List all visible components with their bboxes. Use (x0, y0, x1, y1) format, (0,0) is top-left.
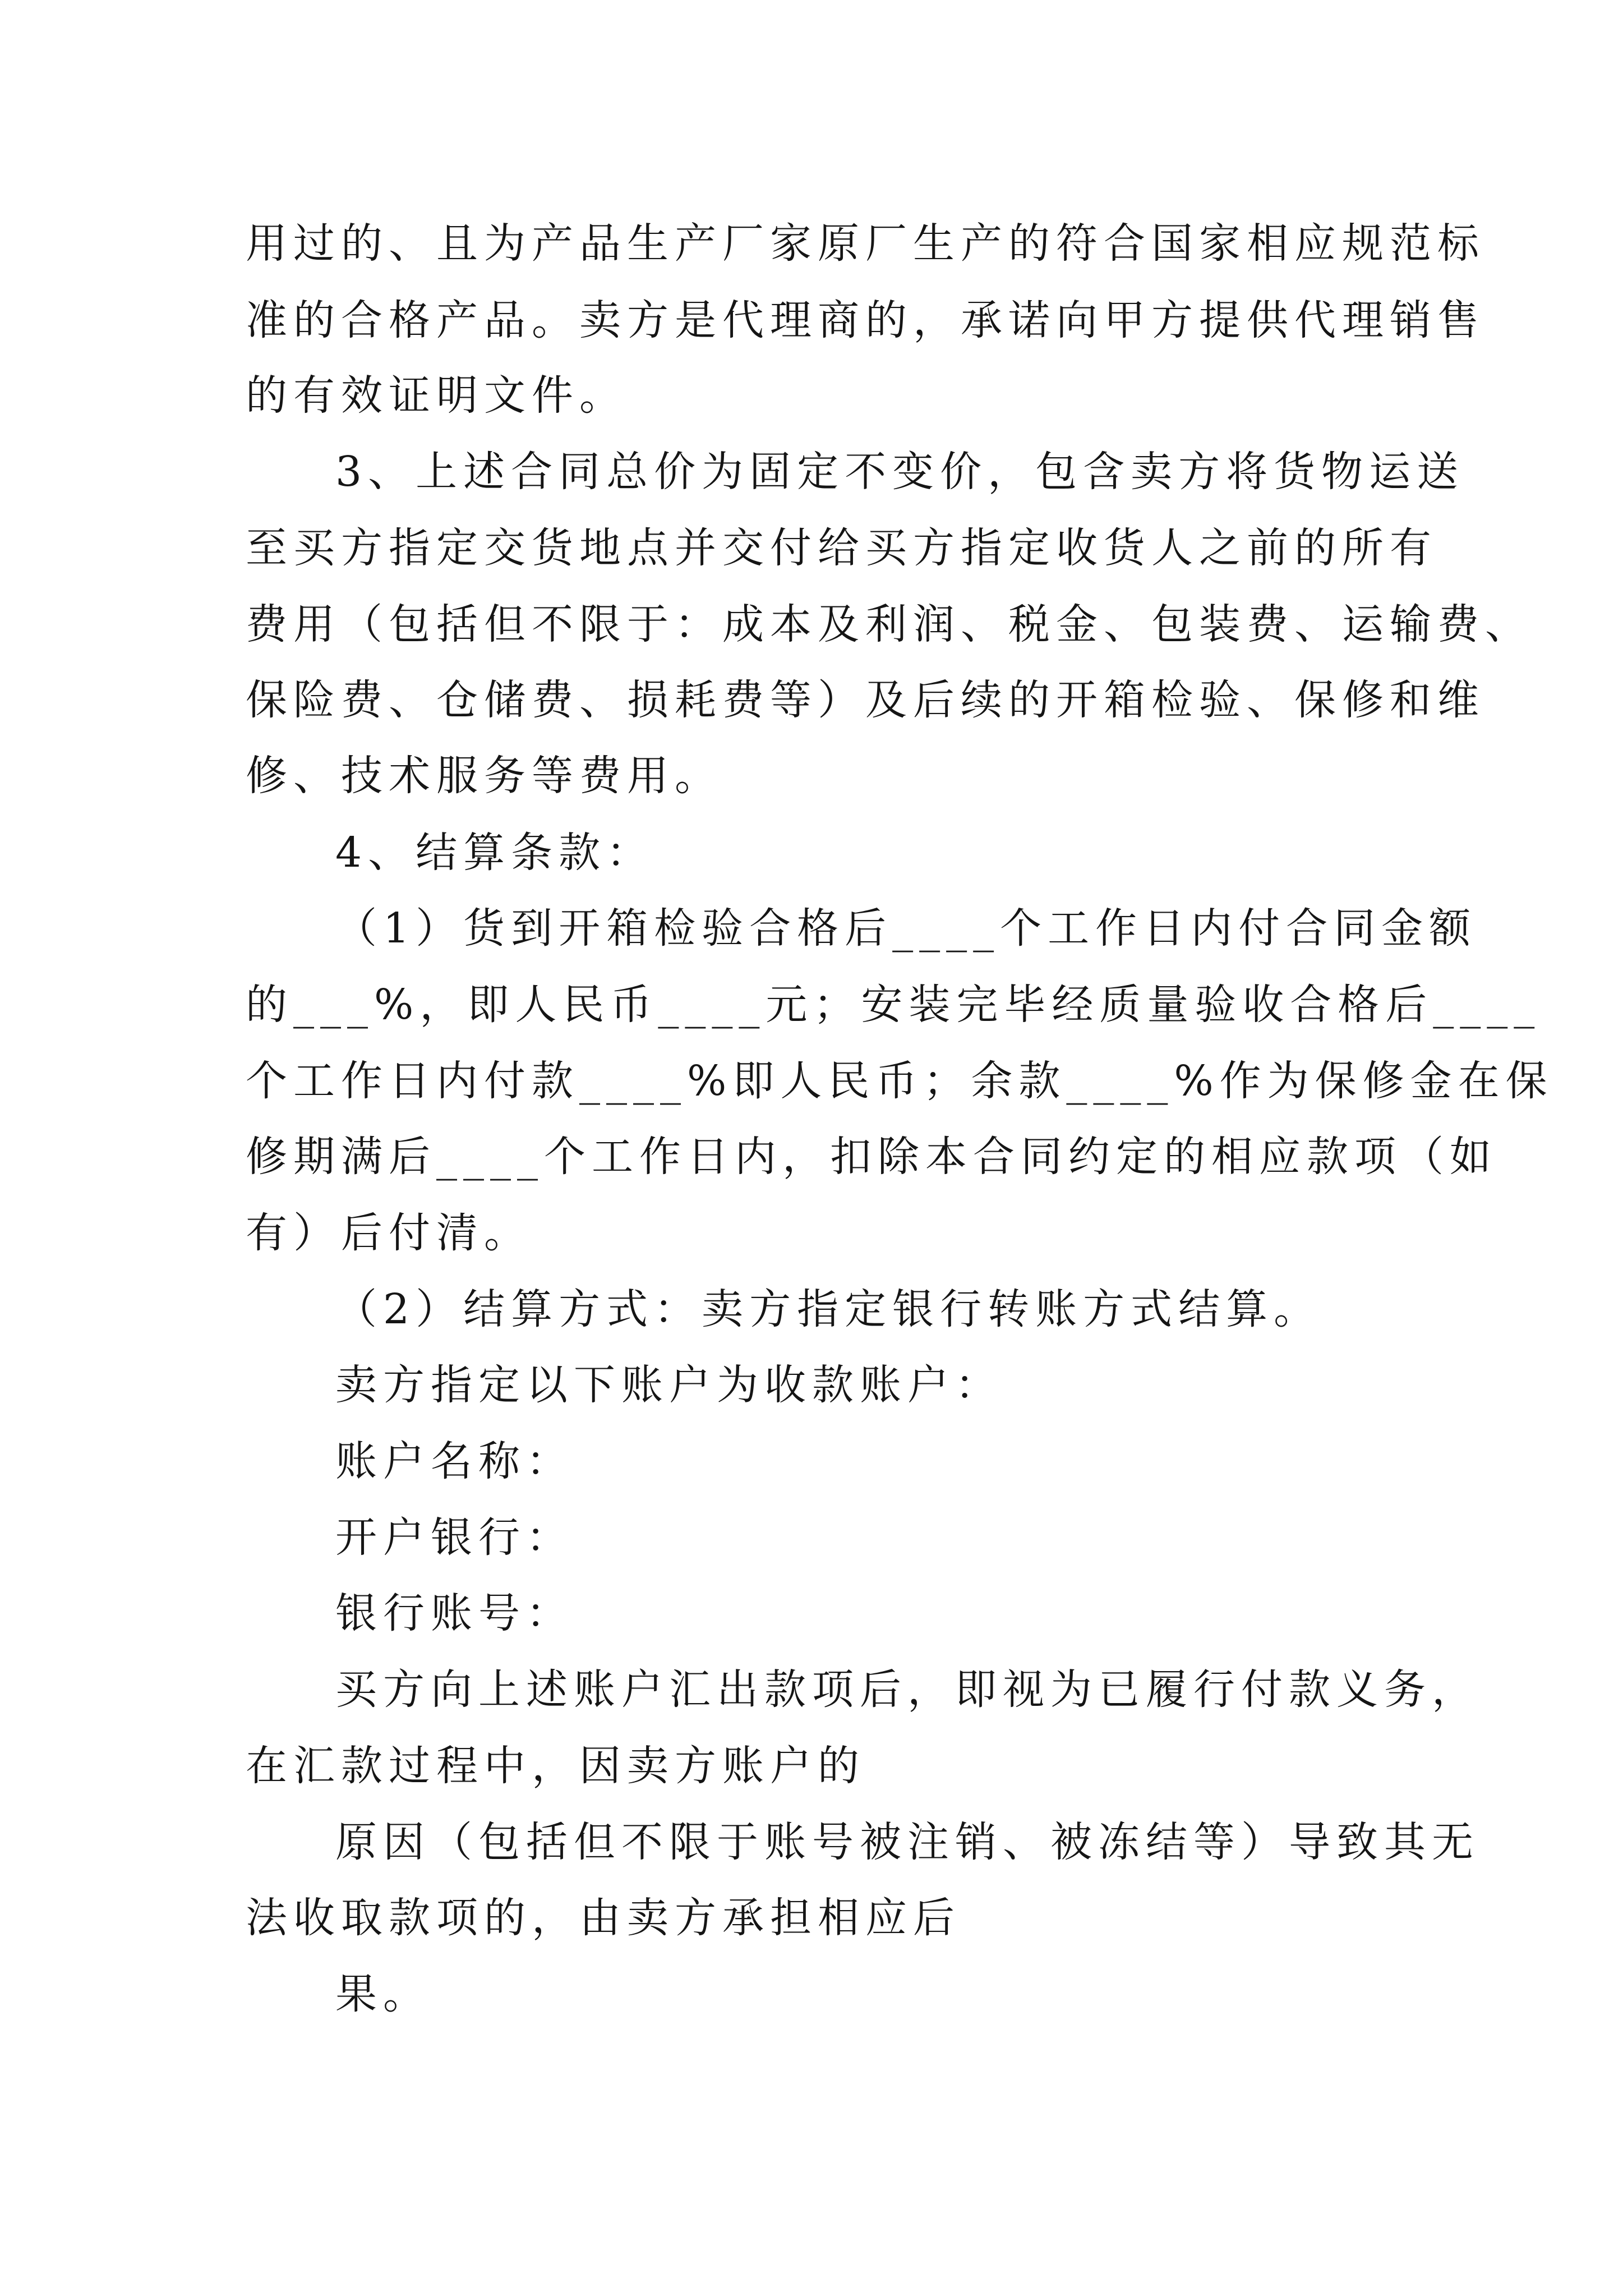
text-line: 在汇款过程中，因卖方账户的 (246, 1742, 865, 1790)
text-line: 法收取款项的，由卖方承担相应后 (246, 1894, 961, 1942)
text-line: 用过的、且为产品生产厂家原厂生产的符合国家相应规范标 (246, 219, 1485, 268)
text-line: 开户银行： (335, 1513, 574, 1562)
text-line: 账户名称： (335, 1437, 574, 1485)
text-line: 3、上述合同总价为固定不变价，包含卖方将货物运送 (335, 448, 1465, 496)
text-line: 果。 (335, 1970, 431, 2018)
text-line: 修期满后____个工作日内，扣除本合同约定的相应款项（如 (246, 1133, 1497, 1181)
text-line: 准的合格产品。卖方是代理商的，承诺向甲方提供代理销售 (246, 296, 1485, 344)
text-line: 买方向上述账户汇出款项后，即视为已履行付款义务， (335, 1665, 1479, 1714)
text-line: （2）结算方式：卖方指定银行转账方式结算。 (335, 1285, 1322, 1333)
text-line: 的___%，即人民币____元；安装完毕经质量验收合格后____ (246, 981, 1541, 1029)
text-line: 原因（包括但不限于账号被注销、被冻结等）导致其无 (335, 1818, 1479, 1866)
text-line: （1）货到开箱检验合格后____个工作日内付合同金额 (335, 904, 1477, 953)
text-line: 个工作日内付款____%即人民币；余款____%作为保修金在保 (246, 1057, 1553, 1105)
text-line: 费用（包括但不限于：成本及利润、税金、包装费、运输费、 (246, 600, 1533, 648)
text-line: 4、结算条款： (335, 829, 654, 877)
text-line: 至买方指定交货地点并交付给买方指定收货人之前的所有 (246, 524, 1437, 572)
text-line: 银行账号： (335, 1589, 574, 1637)
text-line: 修、技术服务等费用。 (246, 752, 722, 800)
text-line: 有）后付清。 (246, 1209, 532, 1257)
text-line: 保险费、仓储费、损耗费等）及后续的开箱检验、保修和维 (246, 676, 1485, 724)
text-line: 的有效证明文件。 (246, 371, 627, 420)
text-line: 卖方指定以下账户为收款账户： (335, 1361, 1003, 1409)
